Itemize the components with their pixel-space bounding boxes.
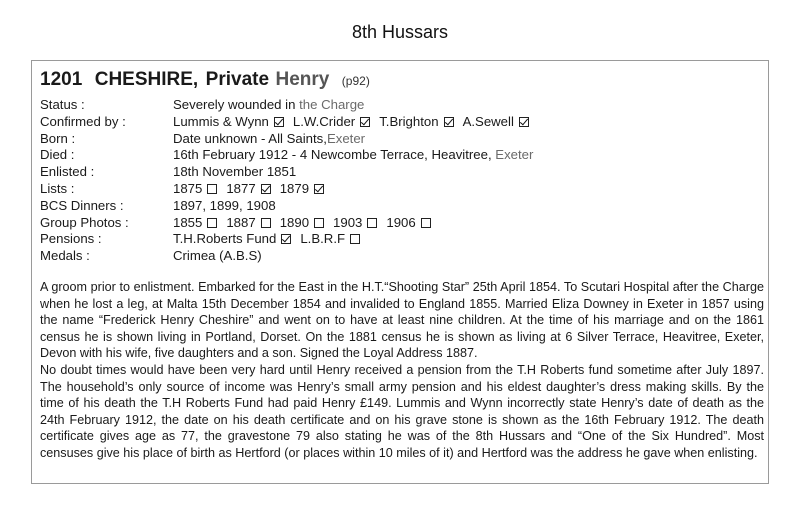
pensions-label: Pensions : [40,231,102,247]
empty-box-icon [261,218,271,228]
group-photos-checklist [173,215,440,232]
bcs-dinners-value: 1897, 1899, 1908 [173,197,276,213]
checklist-item-label: A.Sewell [462,113,514,129]
checklist-item-label: T.Brighton [379,113,439,129]
empty-box-icon [207,218,217,228]
entry-heading [40,69,370,91]
checked-box-icon [281,234,291,244]
entry-number: 1201 [40,69,83,90]
checklist-item [226,181,270,198]
checked-box-icon [519,117,529,127]
checklist-item-label: 1906 [386,214,416,230]
died-label: Died : [40,147,75,163]
checklist-item [293,114,370,131]
biography [40,279,764,462]
born-place: Exeter [326,130,366,146]
checklist-item-label: 1875 [173,180,203,196]
biography-paragraph-2: No doubt times would have been very hard until Henry received a pension from the T.H Roberts fund sometime after July 1897. The household’s only source of income was Henry’s small army pension and his eldest daughter’s dress making skills. By the time of his death the T.H Roberts Fund had paid Henry £149. Lummis and Wynn incorrectly state Henry’s date of death as the 24th February 1912, the date on his death certificate and on his grave stone is shown as the 16th February 1912. The death certificate gives age as 77, the gravestone 79 also stating he was of the 8th Hussars and “One of the Six Hundred”. Most censuses give his place of birth as Hertford (or places within 10 miles of it) and Hertford was the address he gave when enlisting. [40,362,764,460]
biography-paragraph-1: A groom prior to enlistment. Embarked for the East in the H.T.“Shooting Star” 25th April 1854. To Scutari Hospital after the Charge when he lost a leg, at Malta 15th December 1854 and invalided to England 1855. Married Eliza Downey in Exeter in 1857 using the name “Frederick Henry Cheshire” and went on to have at least nine children. At the time of his marriage and on the 1861 census he is shown living in Portland, Dorset. On the 1881 census he is shown as living at 6 Silver Terrace, Heavitree, Exeter, Devon with his wife, five daughters and a son. Signed the Loyal Address 1887. [40,280,764,361]
enlisted-value: 18th November 1851 [173,164,297,180]
checklist-item [173,181,217,198]
empty-box-icon [207,184,217,194]
empty-box-icon [350,234,360,244]
checklist-item-label: 1855 [173,214,203,230]
checked-box-icon [274,117,284,127]
checklist-item [379,114,453,131]
medals-label: Medals : [40,248,90,264]
checked-box-icon [360,117,370,127]
checklist-item [226,215,270,232]
checklist-item [280,215,324,232]
checked-box-icon [444,117,454,127]
bcs-dinners-label: BCS Dinners : [40,197,124,213]
checklist-item-label: 1877 [226,180,256,196]
enlisted-label: Enlisted : [40,164,95,180]
checklist-item-label: 1903 [333,214,363,230]
confirmed-by-checklist [173,114,538,131]
checklist-item-label: L.B.R.F [300,231,346,247]
died-value [173,147,533,164]
checklist-item [173,215,217,232]
checklist-item [463,114,529,131]
checklist-item [300,231,360,248]
entry-rank: Private [205,69,270,90]
entry-given-name: Henry [275,69,330,90]
born-text: Date unknown - All Saints, [173,130,327,146]
status-value [173,97,364,114]
checklist-item [280,181,324,198]
checklist-item [173,231,291,248]
empty-box-icon [314,218,324,228]
checked-box-icon [314,184,324,194]
status-label: Status : [40,97,85,112]
died-place: Exeter [495,147,534,163]
lists-label: Lists : [40,180,75,196]
checklist-item-label: 1879 [279,180,310,196]
checklist-item-label: T.H.Roberts Fund [173,231,277,247]
checked-box-icon [261,184,271,194]
checklist-item [173,114,284,131]
status-text: Severely wounded in [173,97,296,112]
empty-box-icon [421,218,431,228]
group-photos-label: Group Photos : [40,214,129,230]
pensions-checklist [173,231,369,248]
checklist-item-label: Lummis & Wynn [173,113,269,129]
empty-box-icon [367,218,377,228]
checklist-item [386,215,430,232]
entry-surname: CHESHIRE, [94,69,199,90]
status-highlight: the Charge [299,97,365,112]
roll-entry-card [31,60,769,484]
medals-value: Crimea (A.B.S) [173,248,262,264]
born-label: Born : [40,130,76,146]
regiment-title: 8th Hussars [351,22,449,42]
checklist-item-label: L.W.Crider [292,113,356,129]
checklist-item-label: 1887 [226,214,256,230]
checklist-item [333,215,377,232]
confirmed-by-label: Confirmed by : [40,113,126,129]
page-reference: (p92) [341,74,370,88]
checklist-item-label: 1890 [279,214,310,230]
died-text: 16th February 1912 - 4 Newcombe Terrace, Heavitree, [173,147,492,163]
born-value [173,131,365,148]
lists-checklist [173,181,333,198]
